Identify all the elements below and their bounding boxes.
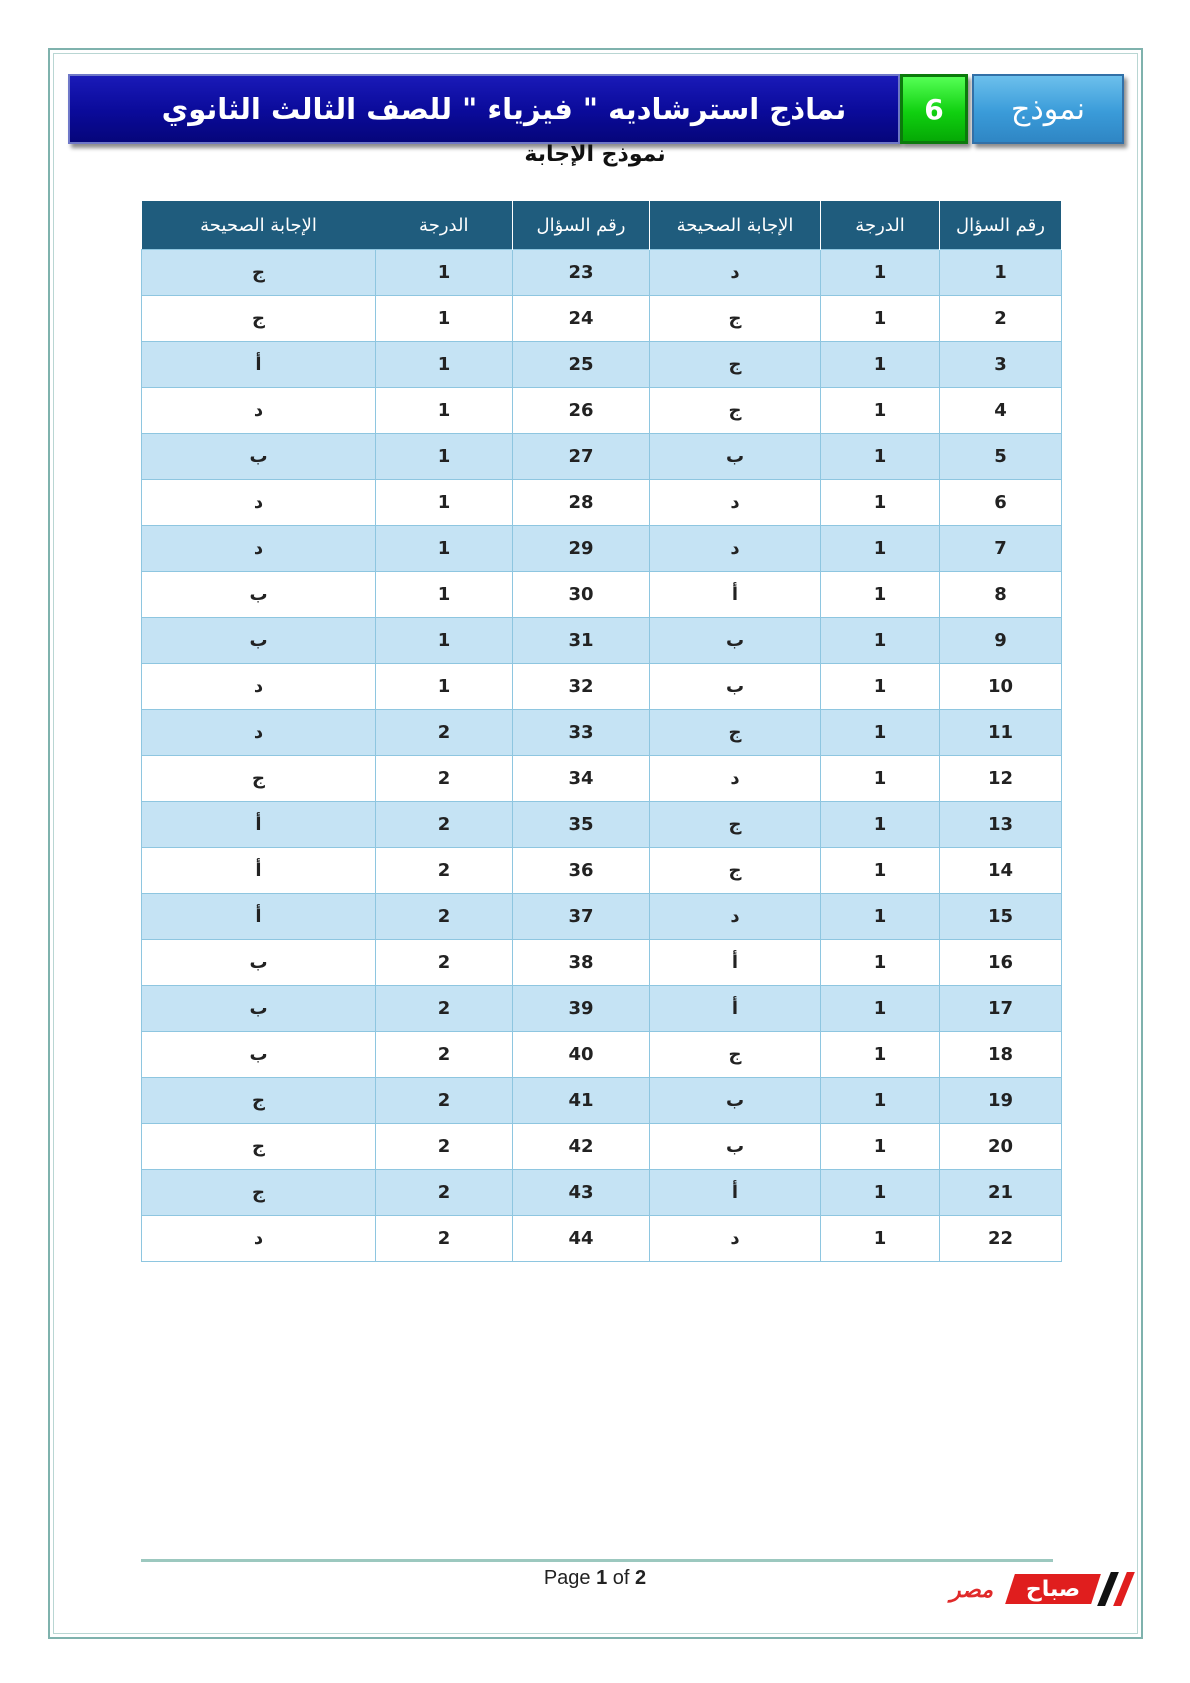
table-row [142, 986, 1062, 1032]
table-header-row [142, 201, 1062, 250]
column-header: الإجابة الصحيحة [142, 201, 376, 250]
column-header: رقم السؤال [940, 201, 1062, 250]
table-row [142, 940, 1062, 986]
table-cell: 1 [821, 940, 940, 986]
table-cell: 12 [940, 756, 1062, 802]
table-cell: 33 [513, 710, 650, 756]
table-cell: د [142, 1216, 376, 1262]
table-cell: 29 [513, 526, 650, 572]
table-cell: ج [142, 1078, 376, 1124]
model-number-badge [900, 74, 968, 144]
table-cell: 42 [513, 1124, 650, 1170]
logo-word-sabah: صباح [1005, 1574, 1101, 1604]
table-cell: 2 [940, 296, 1062, 342]
table-cell: 9 [940, 618, 1062, 664]
table-cell: 22 [940, 1216, 1062, 1262]
table-cell: 8 [940, 572, 1062, 618]
table-cell: 1 [821, 894, 940, 940]
table-cell: 43 [513, 1170, 650, 1216]
table-cell: أ [650, 1170, 821, 1216]
table-row [142, 710, 1062, 756]
table-cell: 21 [940, 1170, 1062, 1216]
table-cell: 1 [940, 250, 1062, 296]
table-row [142, 1170, 1062, 1216]
table-cell: 2 [376, 986, 513, 1032]
table-cell: 1 [821, 526, 940, 572]
table-cell: ج [650, 802, 821, 848]
table-cell: 37 [513, 894, 650, 940]
column-header: الدرجة [821, 201, 940, 250]
table-row [142, 802, 1062, 848]
table-cell: 40 [513, 1032, 650, 1078]
table-cell: 2 [376, 940, 513, 986]
table-cell: 26 [513, 388, 650, 434]
table-cell: أ [650, 572, 821, 618]
table-row [142, 526, 1062, 572]
table-cell: أ [142, 848, 376, 894]
table-cell: 24 [513, 296, 650, 342]
table-row [142, 480, 1062, 526]
table-cell: 30 [513, 572, 650, 618]
answer-key-table [141, 201, 1062, 1262]
table-row [142, 1124, 1062, 1170]
table-cell: ب [650, 1124, 821, 1170]
table-row [142, 664, 1062, 710]
table-cell: 2 [376, 1216, 513, 1262]
table-cell: أ [142, 894, 376, 940]
table-cell: ب [650, 664, 821, 710]
table-cell: ج [650, 710, 821, 756]
table-cell: 44 [513, 1216, 650, 1262]
table-cell: 1 [821, 296, 940, 342]
table-cell: ج [650, 296, 821, 342]
table-cell: 25 [513, 342, 650, 388]
table-cell: 4 [940, 388, 1062, 434]
logo-word-masr: مصر [950, 1578, 994, 1603]
table-cell: 1 [821, 710, 940, 756]
table-cell: 32 [513, 664, 650, 710]
table-cell: ج [650, 1032, 821, 1078]
table-cell: 20 [940, 1124, 1062, 1170]
table-cell: 1 [821, 848, 940, 894]
table-cell: 2 [376, 848, 513, 894]
table-cell: 23 [513, 250, 650, 296]
answer-key-title: نموذج الإجابة [524, 142, 666, 167]
table-cell: أ [650, 986, 821, 1032]
table-cell: د [142, 710, 376, 756]
table-cell: ب [650, 434, 821, 480]
table-cell: 35 [513, 802, 650, 848]
table-cell: ج [142, 250, 376, 296]
table-cell: 2 [376, 1170, 513, 1216]
table-cell: 1 [821, 1216, 940, 1262]
table-cell: 1 [821, 802, 940, 848]
column-header: الدرجة [376, 201, 513, 250]
table-cell: أ [650, 940, 821, 986]
table-cell: ب [142, 572, 376, 618]
table-row [142, 388, 1062, 434]
table-cell: 1 [821, 618, 940, 664]
table-cell: 1 [821, 756, 940, 802]
table-cell: 3 [940, 342, 1062, 388]
table-cell: د [650, 250, 821, 296]
table-cell: ب [650, 1078, 821, 1124]
table-cell: ب [142, 986, 376, 1032]
table-cell: 1 [376, 526, 513, 572]
table-cell: 1 [376, 480, 513, 526]
table-cell: 1 [821, 986, 940, 1032]
table-cell: 28 [513, 480, 650, 526]
table-cell: 2 [376, 1078, 513, 1124]
table-cell: 27 [513, 434, 650, 480]
table-cell: أ [142, 342, 376, 388]
table-cell: ج [142, 756, 376, 802]
table-cell: ج [142, 296, 376, 342]
table-cell: ب [142, 434, 376, 480]
table-cell: د [650, 1216, 821, 1262]
table-cell: د [142, 526, 376, 572]
table-row [142, 342, 1062, 388]
table-cell: 38 [513, 940, 650, 986]
table-cell: د [142, 664, 376, 710]
table-cell: 1 [376, 388, 513, 434]
table-cell: 1 [821, 1124, 940, 1170]
table-cell: 18 [940, 1032, 1062, 1078]
table-cell: 1 [376, 618, 513, 664]
table-cell: ج [650, 848, 821, 894]
table-cell: د [142, 388, 376, 434]
footer-divider [141, 1559, 1053, 1562]
table-cell: ج [650, 342, 821, 388]
table-cell: 1 [821, 388, 940, 434]
page-number: Page 1 of 2 [543, 1567, 647, 1589]
table-cell: د [650, 526, 821, 572]
table-cell: د [650, 480, 821, 526]
table-cell: ب [142, 618, 376, 664]
page-title: نماذج استرشاديه " فيزياء " للصف الثالث الثانوي [161, 92, 847, 126]
publisher-logo [950, 1572, 1138, 1612]
table-cell: 2 [376, 1032, 513, 1078]
page-title-banner [68, 74, 900, 144]
table-row [142, 250, 1062, 296]
table-cell: 1 [821, 434, 940, 480]
table-cell: 2 [376, 802, 513, 848]
table-cell: 1 [821, 1170, 940, 1216]
table-cell: 11 [940, 710, 1062, 756]
table-row [142, 756, 1062, 802]
column-header: الإجابة الصحيحة [650, 201, 821, 250]
table-row [142, 848, 1062, 894]
table-cell: 5 [940, 434, 1062, 480]
table-cell: 15 [940, 894, 1062, 940]
table-cell: 16 [940, 940, 1062, 986]
table-cell: 2 [376, 756, 513, 802]
table-cell: 1 [376, 342, 513, 388]
table-cell: 1 [821, 1078, 940, 1124]
table-cell: 31 [513, 618, 650, 664]
table-cell: 2 [376, 710, 513, 756]
table-cell: 1 [376, 250, 513, 296]
model-label-badge [972, 74, 1124, 144]
table-cell: 1 [821, 664, 940, 710]
table-cell: 1 [821, 572, 940, 618]
table-cell: 1 [821, 1032, 940, 1078]
table-row [142, 1032, 1062, 1078]
table-cell: ج [142, 1170, 376, 1216]
table-cell: 41 [513, 1078, 650, 1124]
table-cell: 1 [821, 250, 940, 296]
column-header: رقم السؤال [513, 201, 650, 250]
table-row [142, 296, 1062, 342]
table-cell: 2 [376, 1124, 513, 1170]
table-cell: 1 [376, 434, 513, 480]
table-row [142, 434, 1062, 480]
table-cell: ج [142, 1124, 376, 1170]
table-cell: 10 [940, 664, 1062, 710]
model-number: 6 [924, 92, 944, 126]
table-row [142, 618, 1062, 664]
table-cell: 2 [376, 894, 513, 940]
model-label: نموذج [1011, 91, 1085, 127]
table-cell: د [650, 756, 821, 802]
table-cell: 6 [940, 480, 1062, 526]
table-cell: ج [650, 388, 821, 434]
table-row [142, 1216, 1062, 1262]
table-cell: ب [142, 940, 376, 986]
table-cell: 1 [376, 296, 513, 342]
table-row [142, 1078, 1062, 1124]
total-pages: 2 [635, 1567, 647, 1589]
table-cell: 14 [940, 848, 1062, 894]
table-cell: 1 [376, 664, 513, 710]
table-cell: 7 [940, 526, 1062, 572]
current-page: 1 [596, 1567, 608, 1589]
table-cell: 13 [940, 802, 1062, 848]
table-cell: 19 [940, 1078, 1062, 1124]
table-cell: أ [142, 802, 376, 848]
table-cell: 17 [940, 986, 1062, 1032]
table-cell: 1 [821, 480, 940, 526]
table-cell: 36 [513, 848, 650, 894]
table-cell: 39 [513, 986, 650, 1032]
table-cell: ب [142, 1032, 376, 1078]
table-cell: د [650, 894, 821, 940]
table-row [142, 572, 1062, 618]
table-cell: 1 [821, 342, 940, 388]
table-cell: 34 [513, 756, 650, 802]
table-row [142, 894, 1062, 940]
table-cell: ب [650, 618, 821, 664]
table-cell: د [142, 480, 376, 526]
table-cell: 1 [376, 572, 513, 618]
